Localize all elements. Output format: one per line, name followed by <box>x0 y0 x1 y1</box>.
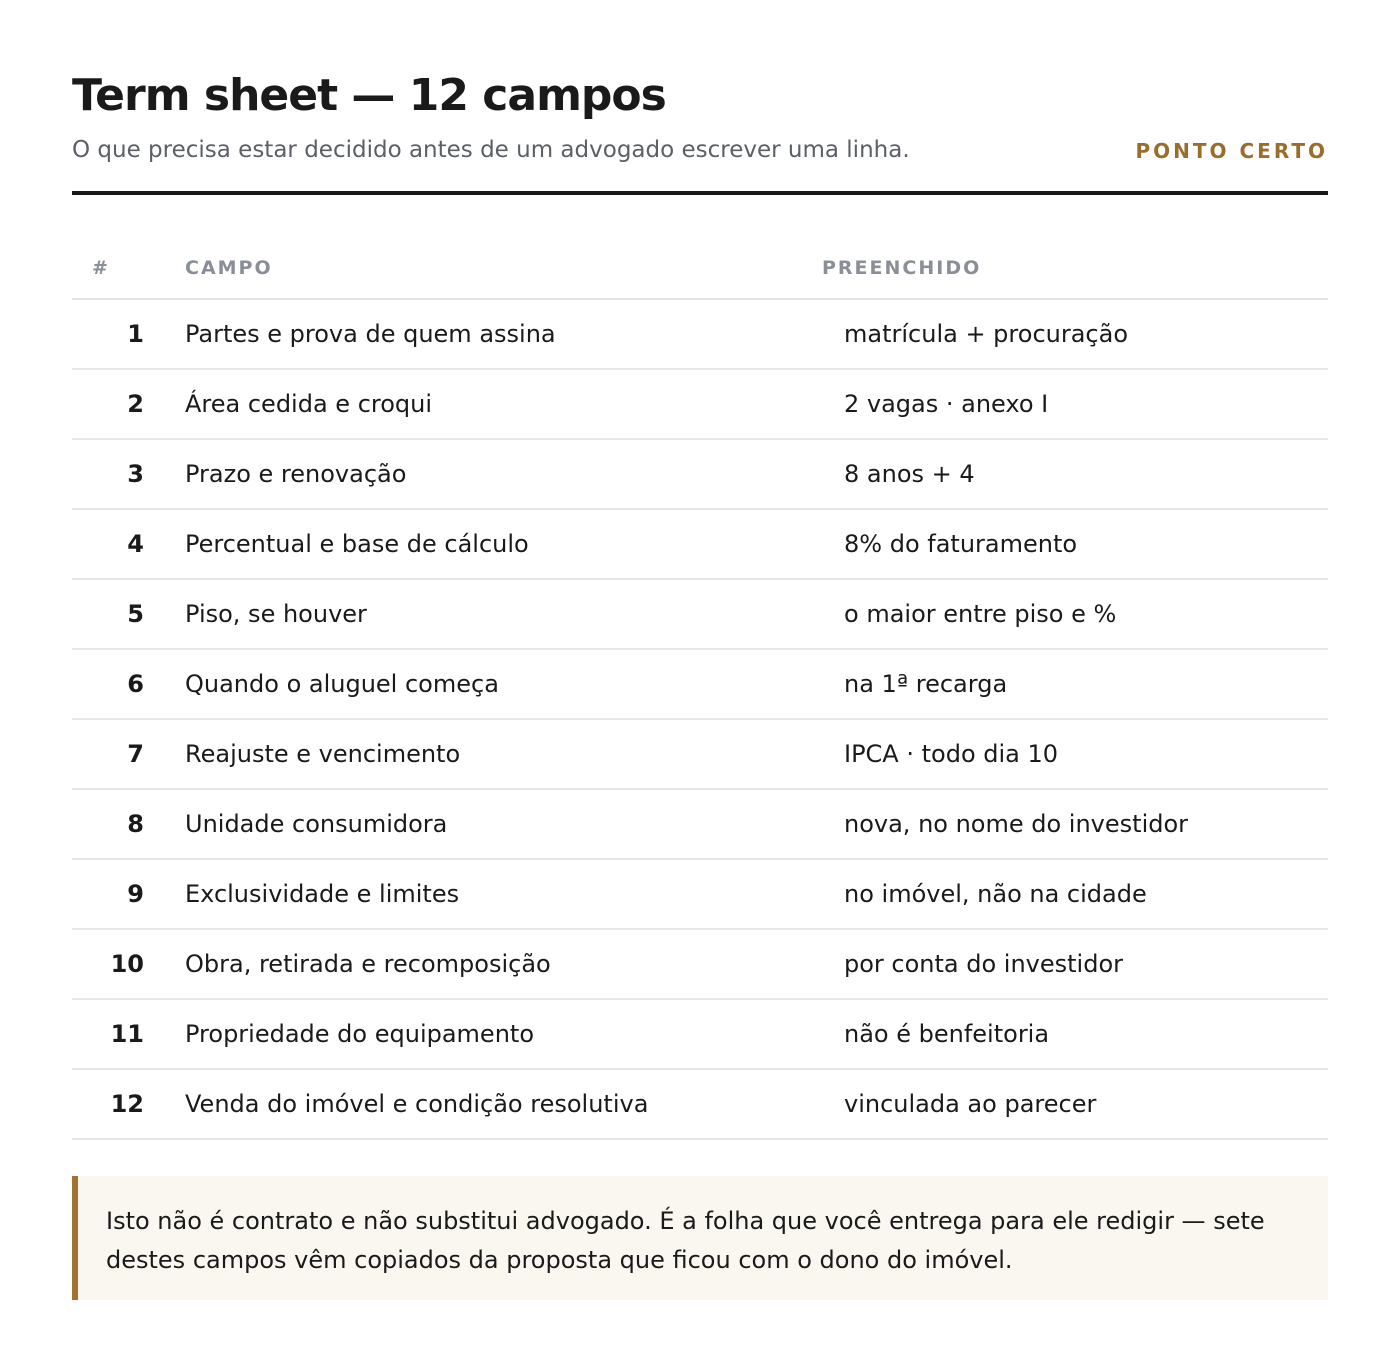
table-row <box>72 579 1328 649</box>
row-number: 1 <box>72 299 162 369</box>
column-header-number: # <box>72 238 162 299</box>
table-row <box>72 1069 1328 1139</box>
row-valor: 8 anos + 4 <box>822 439 1328 509</box>
row-number: 3 <box>72 439 162 509</box>
column-header-preenchido: PREENCHIDO <box>822 238 1328 299</box>
row-campo: Propriedade do equipamento <box>162 999 822 1069</box>
row-number: 8 <box>72 789 162 859</box>
table-row <box>72 789 1328 859</box>
row-valor: 2 vagas · anexo I <box>822 369 1328 439</box>
table-row <box>72 369 1328 439</box>
row-number: 6 <box>72 649 162 719</box>
row-valor: 8% do faturamento <box>822 509 1328 579</box>
row-number: 4 <box>72 509 162 579</box>
row-valor: por conta do investidor <box>822 929 1328 999</box>
row-number: 5 <box>72 579 162 649</box>
row-campo: Partes e prova de quem assina <box>162 299 822 369</box>
table-row <box>72 439 1328 509</box>
brand-label: PONTO CERTO <box>1135 139 1328 163</box>
row-campo: Percentual e base de cálculo <box>162 509 822 579</box>
row-valor: vinculada ao parecer <box>822 1069 1328 1139</box>
disclaimer-text: Isto não é contrato e não substitui advogado. É a folha que você entrega para ele redigir — sete destes campos vêm copiados da proposta que ficou com o dono do imóvel. <box>106 1207 1265 1274</box>
row-valor: nova, no nome do investidor <box>822 789 1328 859</box>
fields-table <box>72 238 1328 1140</box>
row-campo: Obra, retirada e recomposição <box>162 929 822 999</box>
table-header-row <box>72 238 1328 299</box>
table-row <box>72 649 1328 719</box>
row-number: 9 <box>72 859 162 929</box>
row-valor: matrícula + procuração <box>822 299 1328 369</box>
header-divider <box>72 191 1328 195</box>
column-header-campo: CAMPO <box>162 238 822 299</box>
disclaimer-note <box>72 1176 1328 1300</box>
table-row <box>72 859 1328 929</box>
row-campo: Reajuste e vencimento <box>162 719 822 789</box>
table-row <box>72 999 1328 1069</box>
row-number: 2 <box>72 369 162 439</box>
row-campo: Unidade consumidora <box>162 789 822 859</box>
page-title: Term sheet — 12 campos <box>72 70 666 121</box>
row-campo: Prazo e renovação <box>162 439 822 509</box>
table-row <box>72 299 1328 369</box>
row-campo: Área cedida e croqui <box>162 369 822 439</box>
row-number: 7 <box>72 719 162 789</box>
row-valor: na 1ª recarga <box>822 649 1328 719</box>
row-number: 12 <box>72 1069 162 1139</box>
table-row <box>72 929 1328 999</box>
table-row <box>72 509 1328 579</box>
row-campo: Quando o aluguel começa <box>162 649 822 719</box>
table-row <box>72 719 1328 789</box>
row-campo: Venda do imóvel e condição resolutiva <box>162 1069 822 1139</box>
row-campo: Piso, se houver <box>162 579 822 649</box>
row-valor: o maior entre piso e % <box>822 579 1328 649</box>
row-valor: no imóvel, não na cidade <box>822 859 1328 929</box>
row-campo: Exclusividade e limites <box>162 859 822 929</box>
page-subtitle: O que precisa estar decidido antes de um advogado escrever uma linha. <box>72 137 910 163</box>
row-valor: IPCA · todo dia 10 <box>822 719 1328 789</box>
row-valor: não é benfeitoria <box>822 999 1328 1069</box>
row-number: 11 <box>72 999 162 1069</box>
row-number: 10 <box>72 929 162 999</box>
